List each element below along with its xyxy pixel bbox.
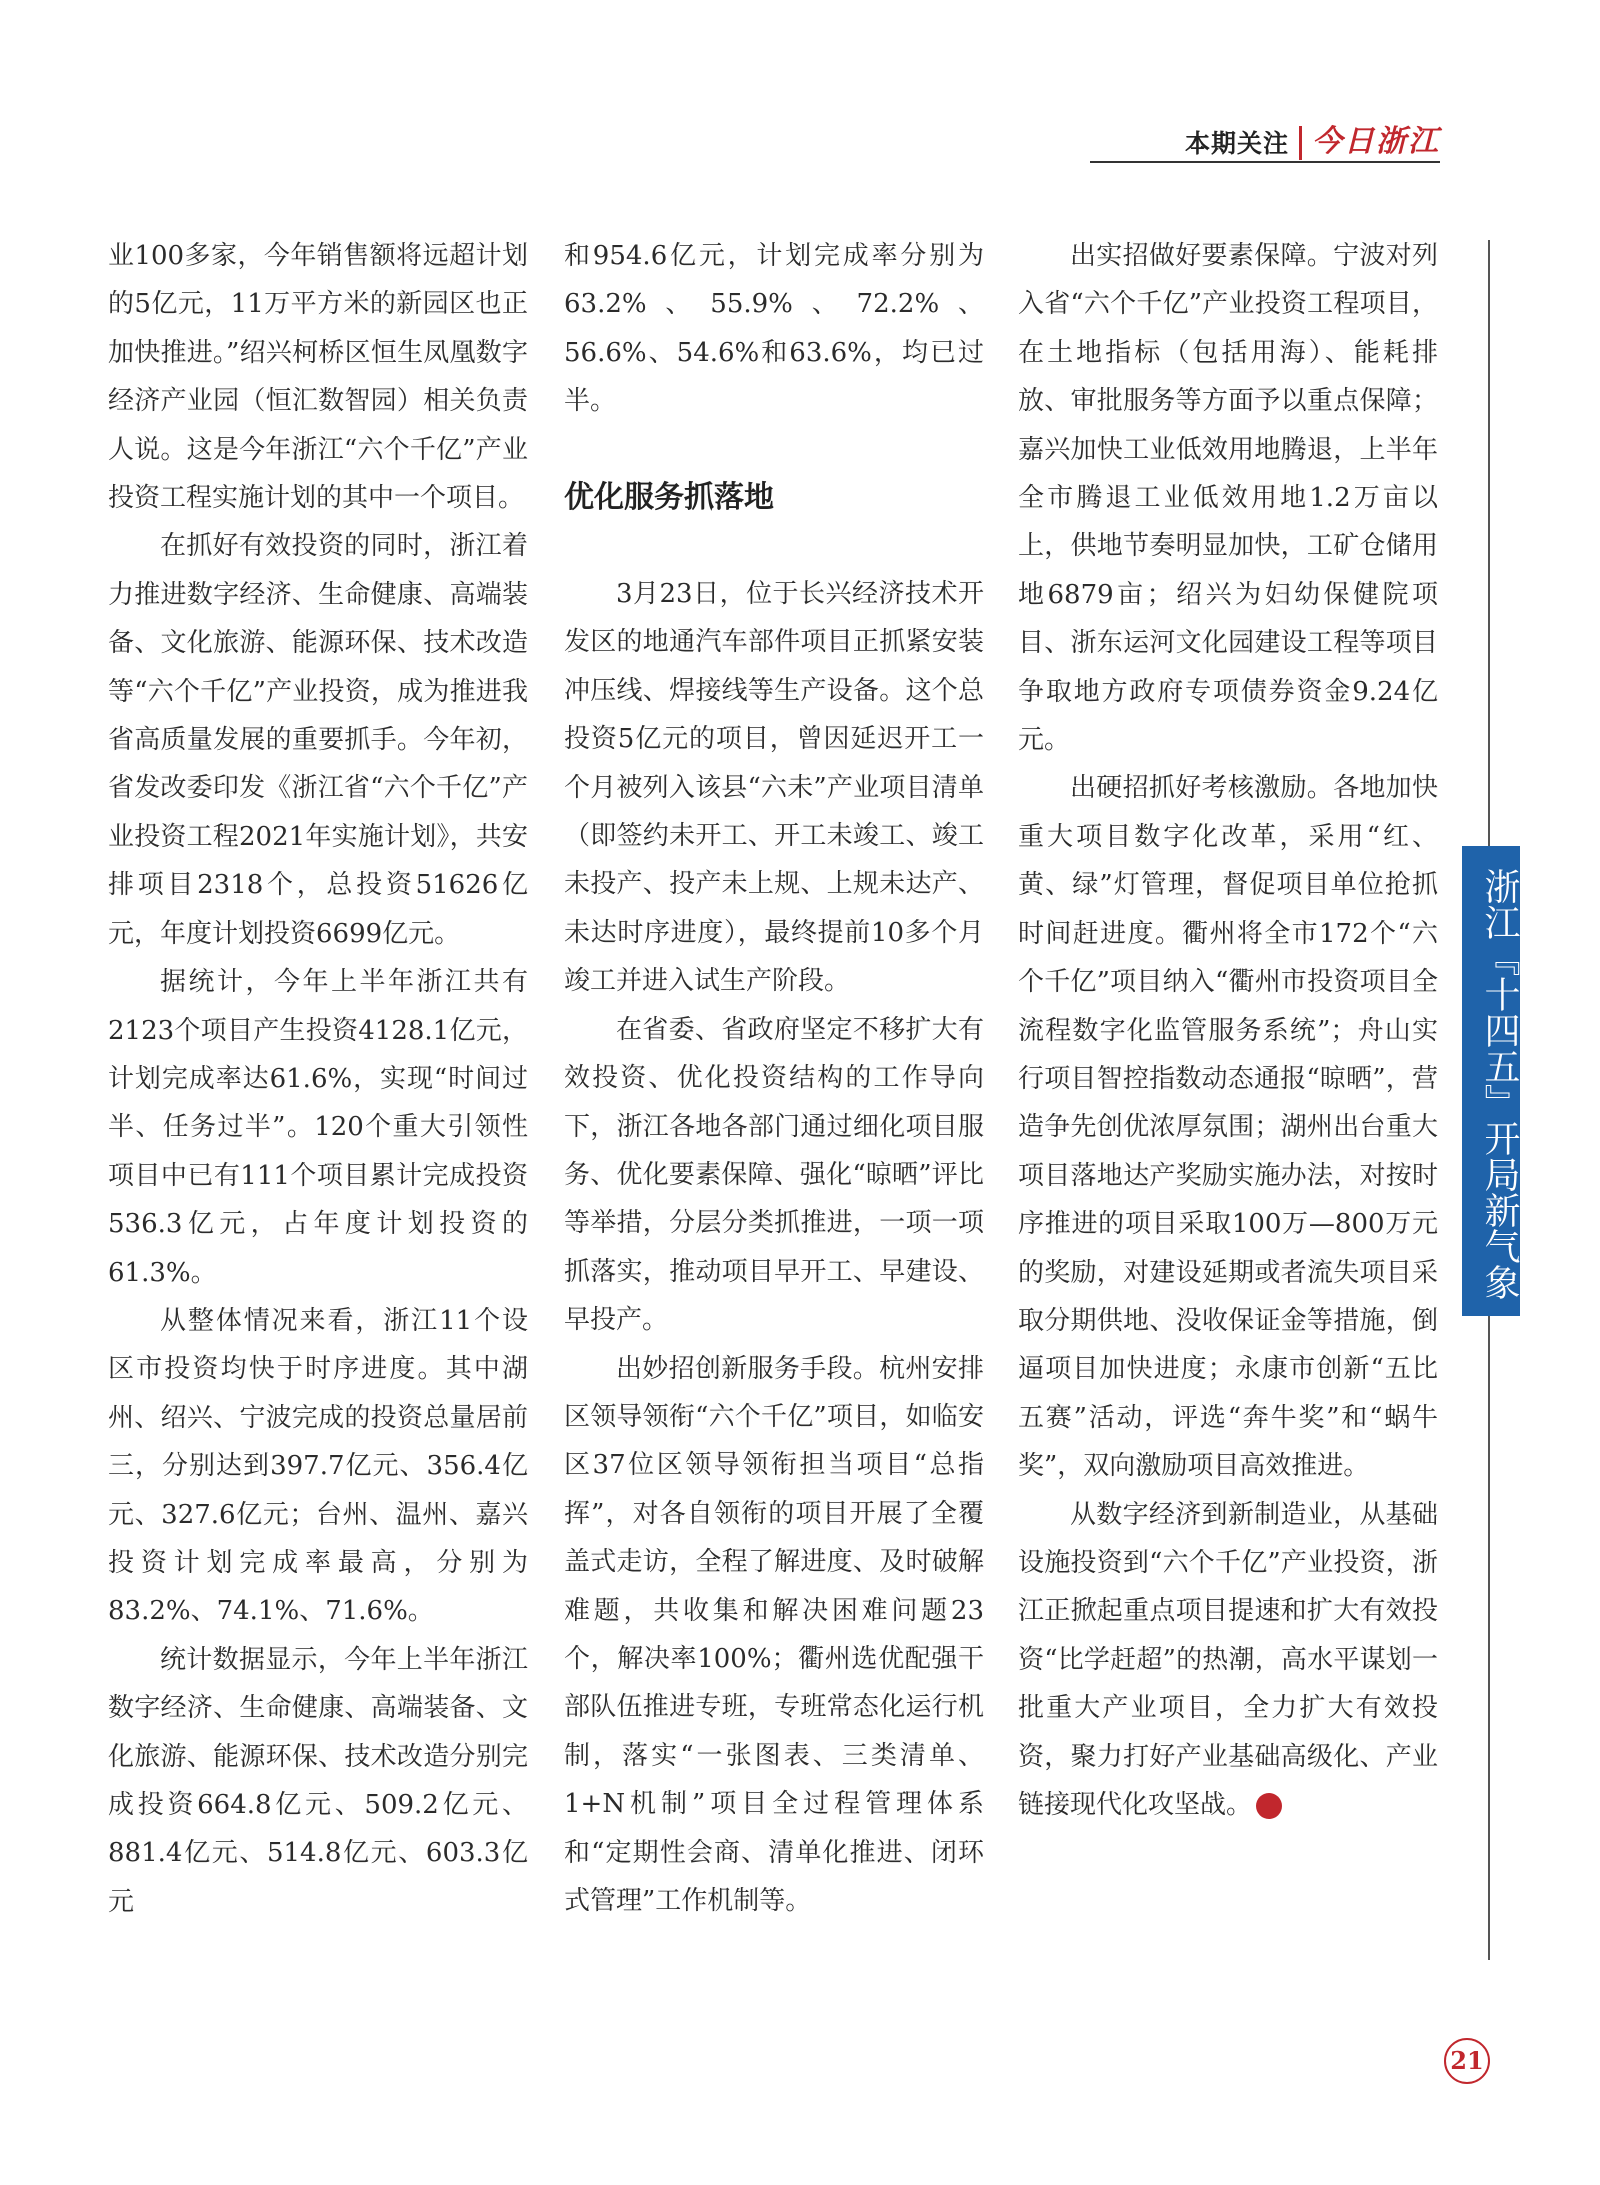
section-side-tab <box>1462 846 1520 1316</box>
paragraph <box>1018 1491 1438 1830</box>
page-number: 21 <box>1444 2038 1490 2084</box>
paragraph: 据统计，今年上半年浙江共有2123个项目产生投资4128.1亿元，计划完成率达61.6%，实现“时间过半、任务过半”。120个重大引领性项目中已有111个项目累计完成投资536.3亿元，占年度计划投资的61.3%。 <box>108 967 528 1288</box>
side-tab-title: 浙江『十四五』开局新气象 <box>1479 868 1520 1300</box>
paragraph: 和954.6亿元，计划完成率分别为63.2%、55.9%、72.2%、56.6%、54.6%和63.6%，均已过半。 <box>564 241 984 417</box>
article-column-1 <box>108 232 528 1926</box>
paragraph: 在抓好有效投资的同时，浙江着力推进数字经济、生命健康、高端装备、文化旅游、能源环保、技术改造等“六个千亿”产业投资，成为推进我省高质量发展的重要抓手。今年初，省发改委印发《浙江省“六个千亿”产业投资工程2021年实施计划》，共安排项目2318个，总投资51626亿元，年度计划投资6699亿元。 <box>108 531 528 949</box>
paragraph: 业100多家，今年销售额将远超计划的5亿元，11万平方米的新园区也正加快推进。”绍兴柯桥区恒生凤凰数字经济产业园（恒汇数智园）相关负责人说。这是今年浙江“六个千亿”产业投资工程实施计划的其中一个项目。 <box>108 241 528 514</box>
paragraph: 在省委、省政府坚定不移扩大有效投资、优化投资结构的工作导向下，浙江各地各部门通过细化项目服务、优化要素保障、强化“晾晒”评比等举措，分层分类抓推进，一项一项抓落实，推动项目早开工、早建设、早投产。 <box>564 1014 984 1336</box>
end-mark-icon: 今 <box>1256 1793 1282 1819</box>
paragraph: 出硬招抓好考核激励。各地加快重大项目数字化改革，采用“红、黄、绿”灯管理，督促项目单位抢抓时间赶进度。衢州将全市172个“六个千亿”项目纳入“衢州市投资项目全流程数字化监管服务系统”；舟山实行项目智控指数动态通报“晾晒”，营造争先创优浓厚氛围；湖州出台重大项目落地达产奖励实施办法，对按时序推进的项目采取100万—800万元的奖励，对建设延期或者流失项目采取分期供地、没收保证金等措施，倒逼项目加快进度；永康市创新“五比五赛”活动，评选“奔牛奖”和“蜗牛奖”，双向激励项目高效推进。 <box>1018 773 1438 1482</box>
paragraph: 从整体情况来看，浙江11个设区市投资均快于时序进度。其中湖州、绍兴、宁波完成的投资总量居前三，分别达到397.7亿元、356.4亿元、327.6亿元；台州、温州、嘉兴投资计划完成率最高，分别为83.2%、74.1%、71.6%。 <box>108 1305 528 1627</box>
spacer <box>564 426 984 474</box>
article-column-2 <box>564 232 984 1925</box>
paragraph-text: 从数字经济到新制造业，从基础设施投资到“六个千亿”产业投资，浙江正掀起重点项目提速和扩大有效投资“比学赶超”的热潮，高水平谋划一批重大产业项目，全力扩大有效投资，聚力打好产业基础高级化、产业链接现代化攻坚战。 <box>1018 1499 1438 1820</box>
header-separator <box>1299 126 1302 160</box>
section-kicker: 本期关注 <box>1184 129 1289 158</box>
paragraph: 统计数据显示，今年上半年浙江数字经济、生命健康、高端装备、文化旅游、能源环保、技术改造分别完成投资664.8亿元、509.2亿元、881.4亿元、514.8亿元、603.3亿元 <box>108 1644 528 1917</box>
magazine-logo: 今日浙江 <box>1312 124 1440 159</box>
header-rule <box>1090 161 1440 163</box>
page-header <box>1185 118 1440 160</box>
section-heading: 优化服务抓落地 <box>564 479 774 515</box>
spacer <box>564 522 984 570</box>
article-column-3 <box>1018 232 1438 1829</box>
paragraph: 3月23日，位于长兴经济技术开发区的地通汽车部件项目正抓紧安装冲压线、焊接线等生产设备。这个总投资5亿元的项目，曾因延迟开工一个月被列入该县“六未”产业项目清单（即签约未开工、开工未竣工、竣工未投产、投产未上规、上规未达产、未达时序进度），最终提前10多个月竣工并进入试生产阶段。 <box>564 579 984 997</box>
paragraph: 出妙招创新服务手段。杭州安排区领导领衔“六个千亿”项目，如临安区37位区领导领衔担当项目“总指挥”，对各自领衔的项目开展了全覆盖式走访，全程了解进度、及时破解难题，共收集和解决困难问题23个，解决率100%；衢州选优配强干部队伍推进专班，专班常态化运行机制，落实“一张图表、三类清单、1+N机制”项目全过程管理体系和“定期性会商、清单化推进、闭环式管理”工作机制等。 <box>564 1353 984 1916</box>
paragraph: 出实招做好要素保障。宁波对列入省“六个千亿”产业投资工程项目，在土地指标（包括用海）、能耗排放、审批服务等方面予以重点保障；嘉兴加快工业低效用地腾退，上半年全市腾退工业低效用地1.2万亩以上，供地节奏明显加快，工矿仓储用地6879亩；绍兴为妇幼保健院项目、浙东运河文化园建设工程等项目争取地方政府专项债券资金9.24亿元。 <box>1018 241 1438 756</box>
